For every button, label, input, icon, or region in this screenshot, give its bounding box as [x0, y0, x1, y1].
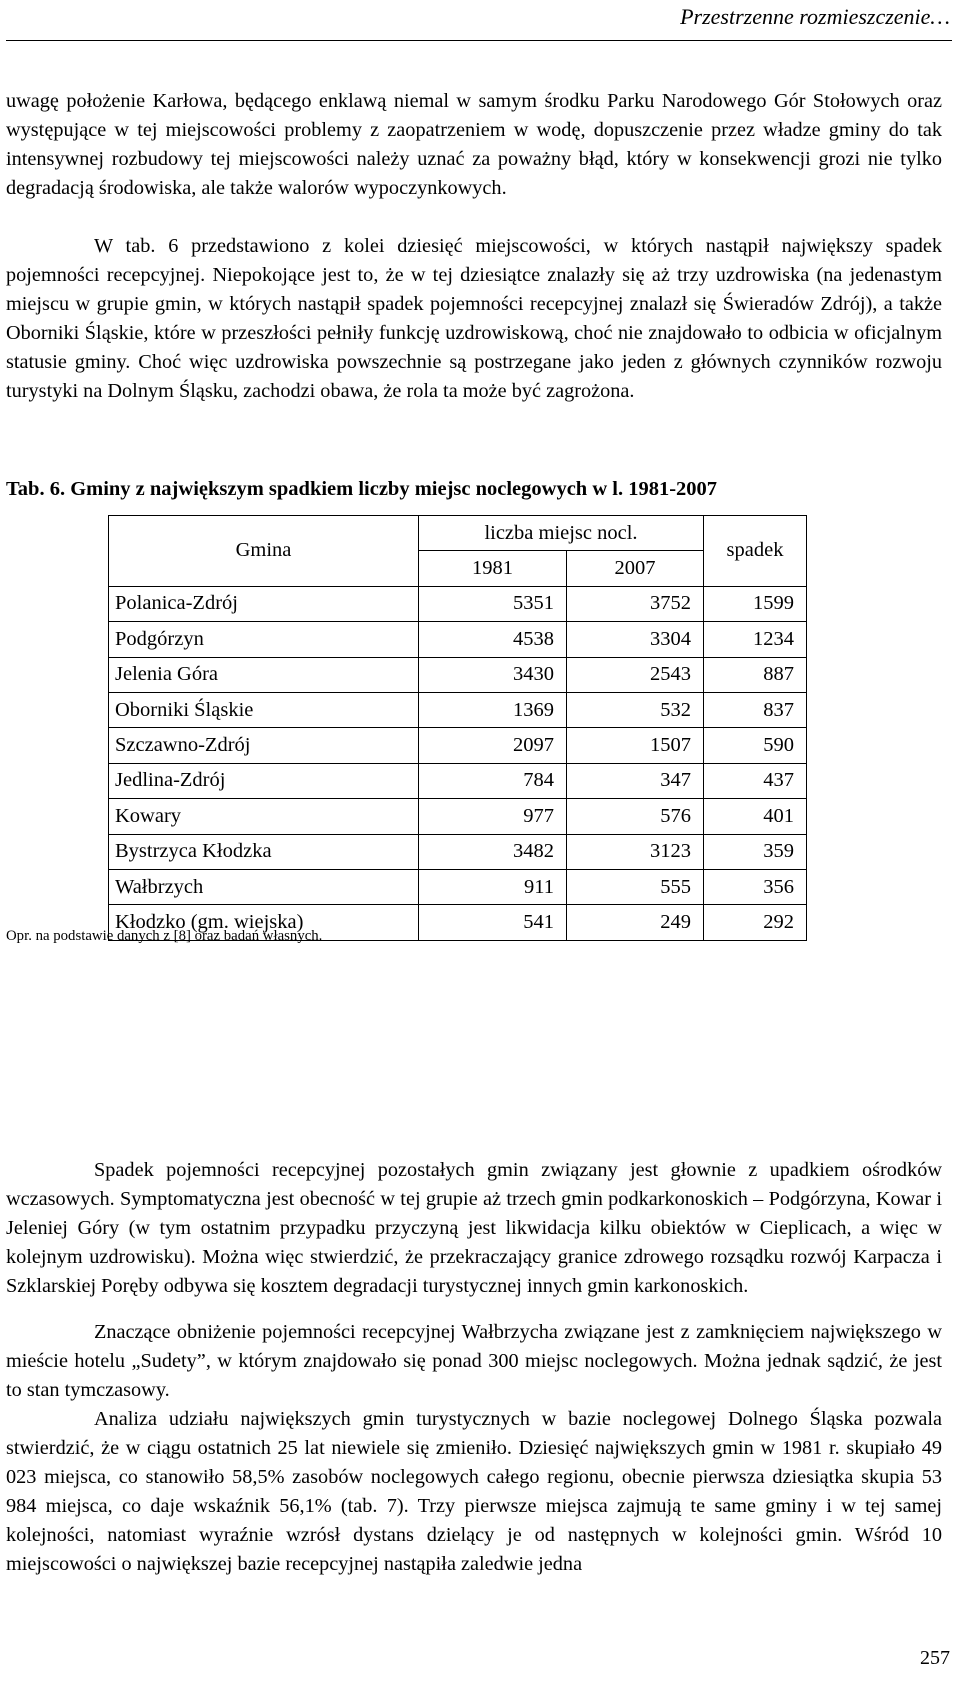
cell-2007: 3304 [567, 622, 704, 657]
page-header [0, 0, 960, 42]
cell-1981: 784 [419, 763, 567, 798]
paragraph-5: Analiza udziału największych gmin turystycznych w bazie noclegowej Dolnego Śląska pozwala stwierdzić, że w ciągu ostatnich 25 lat niewiele się zmieniło. Dziesięć największych gmin w 1981 r. skupiało 49 023 miejsca, co stanowiło 58,5% zasobów noclegowych całego regionu, obecnie pierwsza dziesiątka skupia 53 984 miejsca, co daje wskaźnik 56,1% (tab. 7). Trzy pierwsze miejsca zajmują te same gminy i w tej samej kolejności, natomiast wyraźnie wzrósł dystans dzielący je od następnych w kolejności gmin. Wśród 10 miejscowości o największej bazie recepcyjnej nastąpiła zaledwie jedna [6, 1408, 942, 1576]
cell-spadek: 1599 [704, 586, 807, 621]
cell-spadek: 590 [704, 728, 807, 763]
table-row [109, 692, 807, 727]
cell-spadek: 887 [704, 657, 807, 692]
cell-1981: 3430 [419, 657, 567, 692]
cell-2007: 2543 [567, 657, 704, 692]
table-row [109, 657, 807, 692]
paragraph-2: W tab. 6 przedstawiono z kolei dziesięć miejscowości, w których nastąpił największy spadek pojemności recepcyjnej. Niepokojące jest to, że w tej dziesiątce znalazły się aż trzy uzdrowiska (na jedenastym miejscu w grupie gmin, w których nastąpił spadek pojemności recepcyjnej znalazł się Świeradów Zdrój), a także Oborniki Śląskie, które w przeszłości pełniły funkcję uzdrowiskową, choć nie znajdowało to odbicia w oficjalnym statusie gminy. Choć więc uzdrowiska powszechnie są postrzegane jako jeden z głównych czynników rozwoju turystyki na Dolnym Śląsku, zachodzi obawa, że rola ta może być zagrożona. [6, 235, 942, 403]
cell-1981: 5351 [419, 586, 567, 621]
cell-1981: 1369 [419, 692, 567, 727]
header-spadek: spadek [704, 516, 807, 587]
cell-spadek: 292 [704, 905, 807, 940]
paragraph-4: Znaczące obniżenie pojemności recepcyjnej Wałbrzycha związane jest z zamknięciem największego w mieście hotelu „Sudety”, w którym znajdowało się ponad 300 miejsc noclegowych. Można jednak sądzić, że jest to stan tymczasowy. [6, 1321, 942, 1402]
cell-2007: 3752 [567, 586, 704, 621]
paragraph-3: Spadek pojemności recepcyjnej pozostałych gmin związany jest głownie z upadkiem ośrodków wczasowych. Symptomatyczna jest obecność w tej grupie aż trzech gmin podkarkonoskich – Podgórzyna, Kowar i Jeleniej Góry (w tym ostatnim przypadku przyczyną jest likwidacja kilku obiektów w Cieplicach, a więc w kolejnym uzdrowisku). Można więc stwierdzić, że przekraczający granice zdrowego rozsądku rozwój Karpacza i Szklarskiej Poręby odbywa się kosztem degradacji turystycznej innych gmin karkonoskich. [6, 1159, 942, 1298]
page-number: 257 [920, 1647, 950, 1669]
table-row [109, 622, 807, 657]
table-source-note: Opr. na podstawie danych z [8] oraz badań własnych. [6, 928, 323, 944]
cell-2007: 3123 [567, 834, 704, 869]
paragraph-1: uwagę położenie Karłowa, będącego enklawą niemal w samym środku Parku Narodowego Gór Stołowych oraz występujące w tej miejscowości problemy z zaopatrzeniem w wodę, dopuszczenie przez władze gminy do tak intensywnej rozbudowy tej miejscowości należy uznać za poważny błąd, który w konsekwencji grozi nie tylko degradacją środowiska, ale także walorów wypoczynkowych. [6, 90, 942, 200]
cell-2007: 347 [567, 763, 704, 798]
header-2007: 2007 [567, 551, 704, 586]
cell-1981: 911 [419, 869, 567, 904]
table-row [109, 869, 807, 904]
cell-gmina: Jelenia Góra [109, 657, 419, 692]
header-rule [6, 40, 952, 41]
table-row [109, 763, 807, 798]
cell-1981: 4538 [419, 622, 567, 657]
cell-gmina: Wałbrzych [109, 869, 419, 904]
table-row [109, 586, 807, 621]
table-header-row [109, 516, 807, 551]
running-header-title: Przestrzenne rozmieszczenie… [680, 4, 950, 29]
cell-gmina: Kłodzko (gm. wiejska) [109, 905, 419, 940]
header-1981: 1981 [419, 551, 567, 586]
cell-spadek: 401 [704, 799, 807, 834]
header-group: liczba miejsc nocl. [419, 516, 704, 551]
header-gmina: Gmina [109, 516, 419, 587]
cell-gmina: Podgórzyn [109, 622, 419, 657]
cell-gmina: Polanica-Zdrój [109, 586, 419, 621]
table-row [109, 799, 807, 834]
cell-gmina: Kowary [109, 799, 419, 834]
cell-spadek: 359 [704, 834, 807, 869]
table-caption: Tab. 6. Gminy z największym spadkiem liczby miejsc noclegowych w l. 1981-2007 [6, 478, 718, 500]
data-table [108, 515, 807, 941]
cell-spadek: 356 [704, 869, 807, 904]
cell-2007: 249 [567, 905, 704, 940]
cell-1981: 541 [419, 905, 567, 940]
cell-spadek: 437 [704, 763, 807, 798]
cell-gmina: Oborniki Śląskie [109, 692, 419, 727]
cell-spadek: 837 [704, 692, 807, 727]
cell-1981: 2097 [419, 728, 567, 763]
cell-2007: 532 [567, 692, 704, 727]
cell-2007: 555 [567, 869, 704, 904]
cell-2007: 576 [567, 799, 704, 834]
cell-1981: 977 [419, 799, 567, 834]
cell-gmina: Jedlina-Zdrój [109, 763, 419, 798]
cell-1981: 3482 [419, 834, 567, 869]
table-row [109, 834, 807, 869]
cell-2007: 1507 [567, 728, 704, 763]
cell-gmina: Szczawno-Zdrój [109, 728, 419, 763]
cell-gmina: Bystrzyca Kłodzka [109, 834, 419, 869]
cell-spadek: 1234 [704, 622, 807, 657]
table-row [109, 728, 807, 763]
